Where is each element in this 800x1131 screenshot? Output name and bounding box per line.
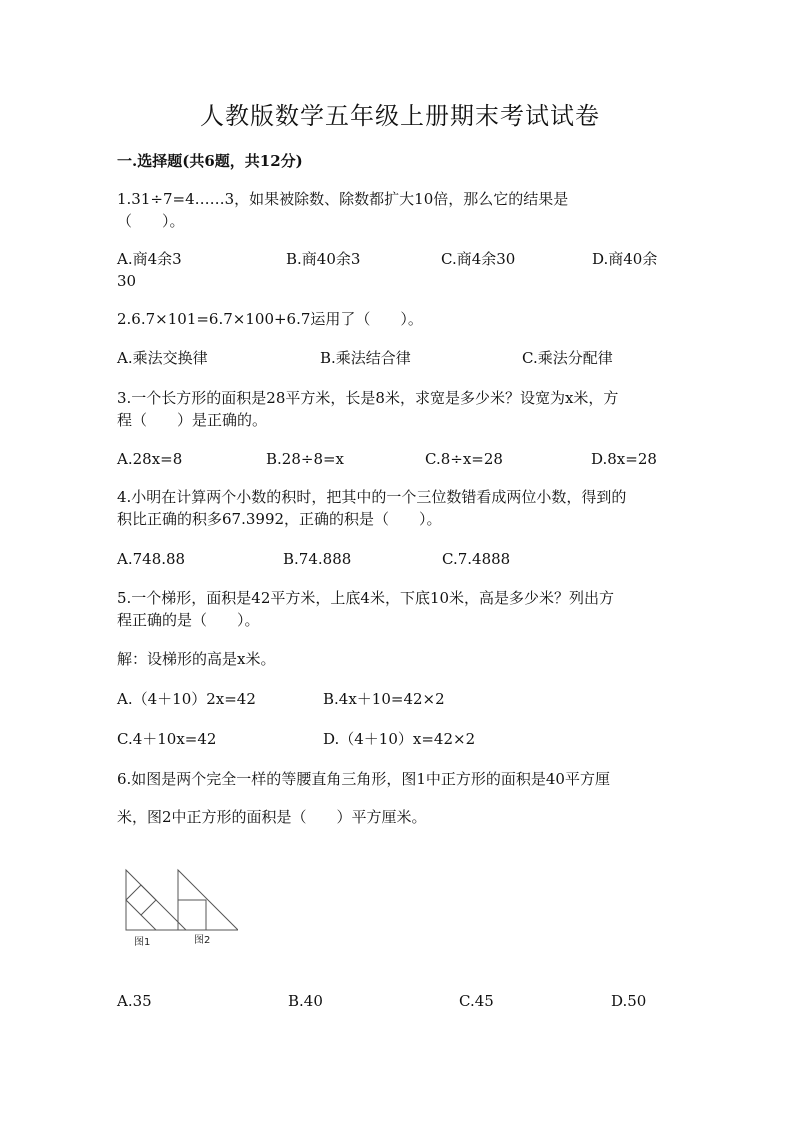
question-1-line-1: 1.31÷7=4……3，如果被除数、除数都扩大10倍，那么它的结果是 bbox=[117, 190, 569, 208]
figure-1-inner-line bbox=[141, 915, 156, 930]
figure-2-label: 图2 bbox=[194, 935, 211, 946]
question-4-line-1: 4.小明在计算两个小数的积时，把其中的一个三位数错看成两位小数，得到的 bbox=[117, 488, 627, 506]
question-3-line-1: 3.一个长方形的面积是28平方米，长是8米，求宽是多少米？设宽为x米，方 bbox=[117, 389, 619, 407]
question-2-option-c: C.乘法分配律 bbox=[522, 349, 613, 367]
question-5-option-c: C.4＋10x=42 bbox=[117, 730, 217, 748]
figure-1-square bbox=[126, 885, 156, 915]
figure-1-label: 图1 bbox=[134, 937, 151, 948]
question-5-line-1: 5.一个梯形，面积是42平方米，上底4米，下底10米，高是多少米？列出方 bbox=[117, 589, 615, 607]
question-2-line-1: 2.6.7×101=6.7×100+6.7运用了（ ）。 bbox=[117, 310, 423, 328]
question-2-option-a: A.乘法交换律 bbox=[117, 349, 208, 367]
question-5-option-b: B.4x＋10=42×2 bbox=[323, 690, 445, 708]
question-3-line-2: 程（ ）是正确的。 bbox=[117, 411, 268, 429]
question-3-option-b: B.28÷8=x bbox=[266, 450, 345, 468]
question-6-option-b: B.40 bbox=[288, 992, 323, 1010]
question-3-option-d: D.8x=28 bbox=[591, 450, 657, 468]
question-4-option-b: B.74.888 bbox=[283, 550, 352, 568]
page-title: 人教版数学五年级上册期末考试试卷 bbox=[200, 102, 600, 130]
question-5-option-a: A.（4＋10）2x=42 bbox=[117, 690, 256, 708]
question-5-option-d: D.（4＋10）x=42×2 bbox=[323, 730, 476, 748]
question-1-line-2: （ ）。 bbox=[117, 212, 185, 230]
section-heading: 一.选择题(共6题，共12分) bbox=[117, 152, 303, 170]
question-6-option-d: D.50 bbox=[611, 992, 647, 1010]
question-6-option-c: C.45 bbox=[459, 992, 494, 1010]
question-6-line-1: 6.如图是两个完全一样的等腰直角三角形，图1中正方形的面积是40平方厘 bbox=[117, 770, 610, 788]
question-1-option-d-wrap: 30 bbox=[117, 272, 137, 290]
question-6-figure bbox=[118, 866, 238, 950]
question-1-option-b: B.商40余3 bbox=[286, 250, 361, 268]
question-4-line-2: 积比正确的积多67.3992，正确的积是（ ）。 bbox=[117, 510, 442, 528]
question-3-option-c: C.8÷x=28 bbox=[425, 450, 503, 468]
question-5-line-2: 程正确的是（ ）。 bbox=[117, 611, 260, 629]
question-4-option-a: A.748.88 bbox=[117, 550, 186, 568]
question-1-option-a: A.商4余3 bbox=[117, 250, 182, 268]
question-5-solution: 解：设梯形的高是x米。 bbox=[117, 650, 276, 668]
question-6-option-a: A.35 bbox=[117, 992, 152, 1010]
question-6-line-2: 米，图2中正方形的面积是（ ）平方厘米。 bbox=[117, 808, 427, 826]
question-4-option-c: C.7.4888 bbox=[442, 550, 511, 568]
question-1-option-d: D.商40余 bbox=[592, 250, 658, 268]
question-3-option-a: A.28x=8 bbox=[117, 450, 183, 468]
question-1-option-c: C.商4余30 bbox=[441, 250, 516, 268]
question-2-option-b: B.乘法结合律 bbox=[320, 349, 411, 367]
